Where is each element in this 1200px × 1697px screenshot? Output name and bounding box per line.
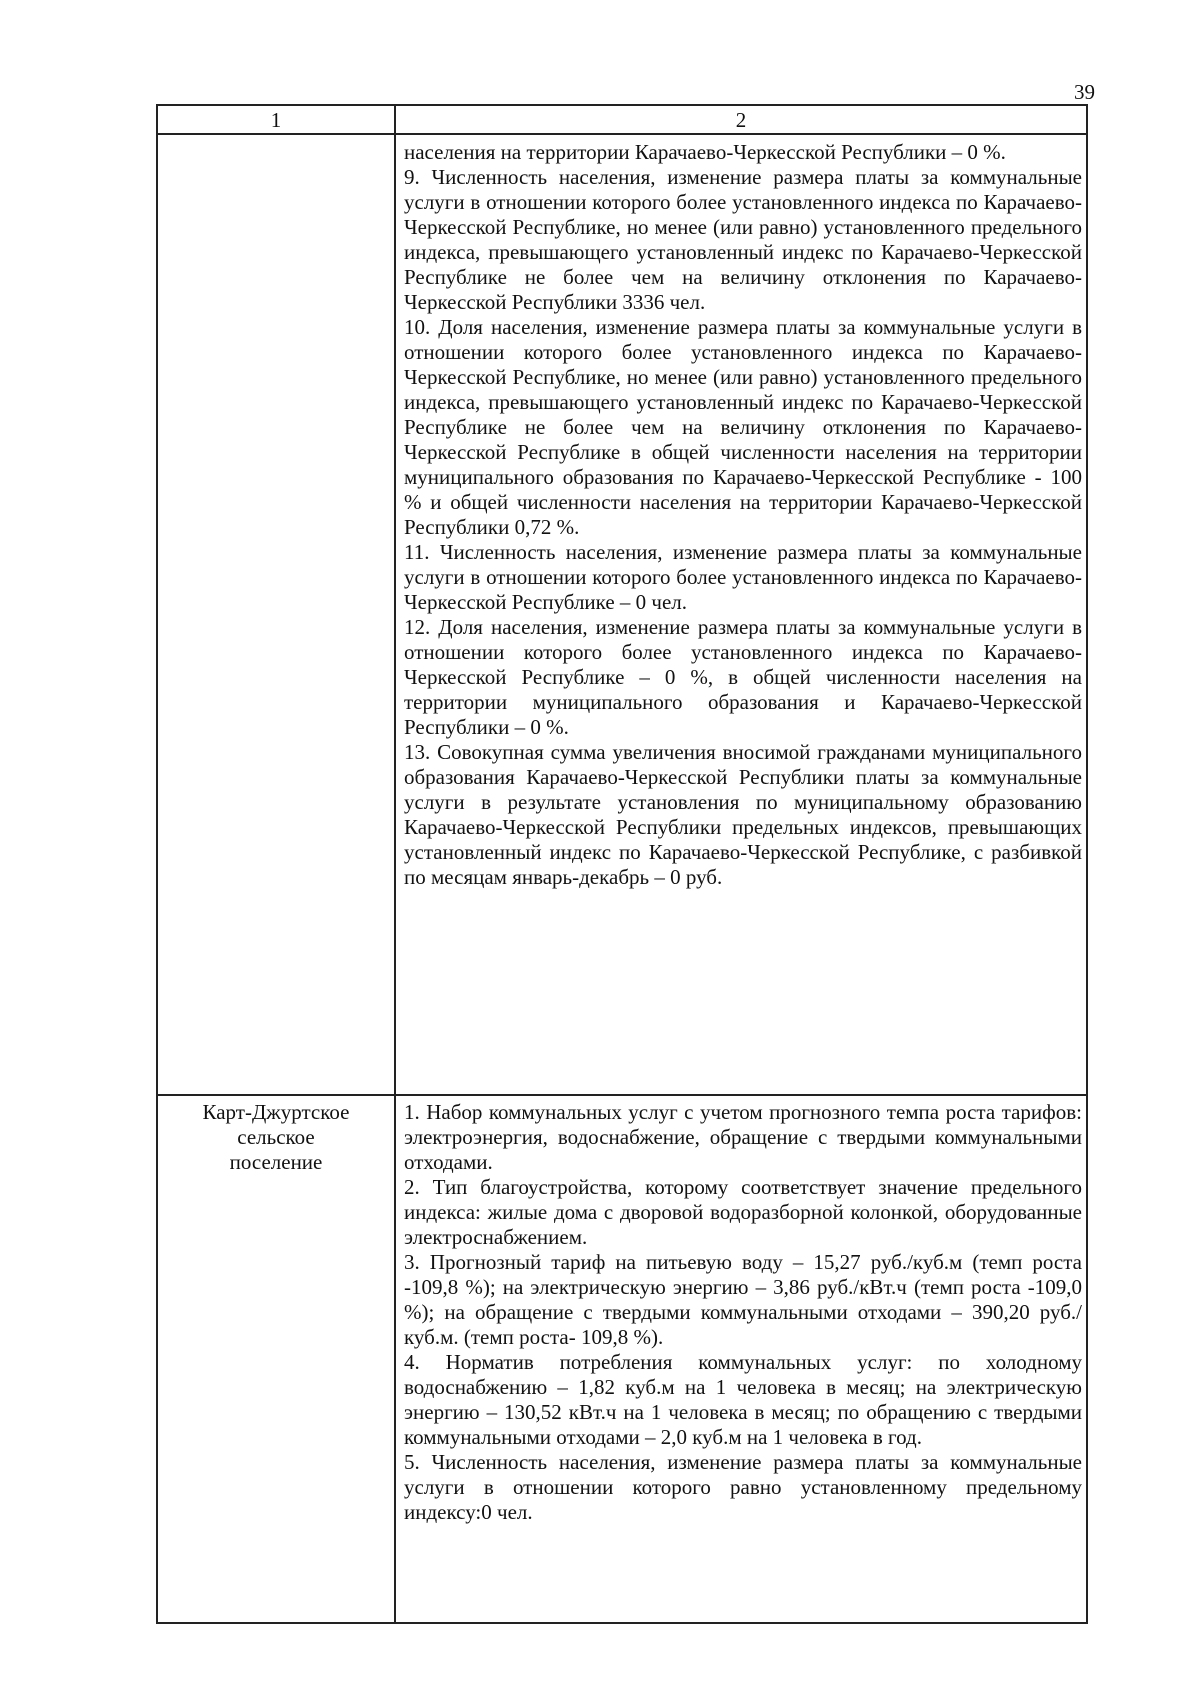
header-divider [158,133,1086,135]
row-1-description [404,140,1082,890]
paragraph-item-11: 11. Численность населения, изменение размера платы за коммунальные услуги в отношении которого более установленного индекса по Карачаево-Черкесской Республике – 0 чел. [404,540,1082,614]
page-number: 39 [1074,80,1095,104]
document-table [156,104,1088,1624]
column-header-2: 2 [735,108,747,132]
municipality-name-line-1: Карт-Джуртское [202,1100,350,1124]
paragraph-item-3: 3. Прогнозный тариф на питьевую воду – 15,27 руб./куб.м (темп роста -109,8 %); на электрическую энергию – 3,86 руб./кВт.ч (темп роста -109,0 %); на обращение с твердыми коммунальными отходами – 390,20 руб./куб.м. (темп роста- 109,8 %). [404,1250,1082,1349]
paragraph-item-4: 4. Норматив потребления коммунальных услуг: по холодному водоснабжению – 1,82 куб.м на 1 человека в месяц; на электрическую энергию – 130,52 кВт.ч на 1 человека в месяц; по обращению с твердыми коммунальными отходами – 2,0 куб.м на 1 человека в год. [404,1350,1082,1449]
paragraph-item-2: 2. Тип благоустройства, которому соответствует значение предельного индекса: жилые дома с дворовой водоразборной колонкой, оборудованные электроснабжением. [404,1175,1082,1249]
paragraph-item-5: 5. Численность населения, изменение размера платы за коммунальные услуги в отношении которого равно установленному предельному индексу:0 чел. [404,1450,1082,1524]
paragraph-item-10: 10. Доля населения, изменение размера платы за коммунальные услуги в отношении которого более установленного индекса по Карачаево-Черкесской Республике, но менее (или равно) установленного предельного индекса, превышающего установленный индекс по Карачаево-Черкесской Республике не более чем на величину отклонения по Карачаево-Черкесской Республике в общей численности населения на территории муниципального образования по Карачаево-Черкесской Республике - 100 % и общей численности населения на территории Карачаево-Черкесской Республики 0,72 %. [404,315,1082,539]
paragraph-continuation: населения на территории Карачаево-Черкесской Республики – 0 %. [404,140,1006,164]
paragraph-item-13: 13. Совокупная сумма увеличения вносимой гражданами муниципального образования Карачаево-Черкесской Республики платы за коммунальные услуги в результате установления по муниципальному образованию Карачаево-Черкесской Республики предельных индексов, превышающих установленный индекс по Карачаево-Черкесской Республике, с разбивкой по месяцам январь-декабрь – 0 руб. [404,740,1082,889]
column-header-1: 1 [270,108,282,132]
paragraph-item-12: 12. Доля населения, изменение размера платы за коммунальные услуги в отношении которого более установленного индекса по Карачаево-Черкесской Республике – 0 %, в общей численности населения на территории муниципального образования и Карачаево-Черкесской Республики – 0 %. [404,615,1082,739]
column-divider [394,106,396,1622]
paragraph-item-9: 9. Численность населения, изменение размера платы за коммунальные услуги в отношении которого более установленного индекса по Карачаево-Черкесской Республике, но менее (или равно) установленного предельного индекса, превышающего установленный индекс по Карачаево-Черкесской Республике не более чем на величину отклонения по Карачаево-Черкесской Республики 3336 чел. [404,165,1082,314]
row-2-description [404,1100,1082,1525]
paragraph-item-1: 1. Набор коммунальных услуг с учетом прогнозного темпа роста тарифов: электроэнергия, водоснабжение, обращение с твердыми коммунальными отходами. [404,1100,1082,1174]
municipality-name-line-2: сельское [237,1125,315,1149]
municipality-name-line-3: поселение [229,1150,323,1174]
municipality-name [158,1100,394,1175]
row-divider [158,1094,1086,1096]
